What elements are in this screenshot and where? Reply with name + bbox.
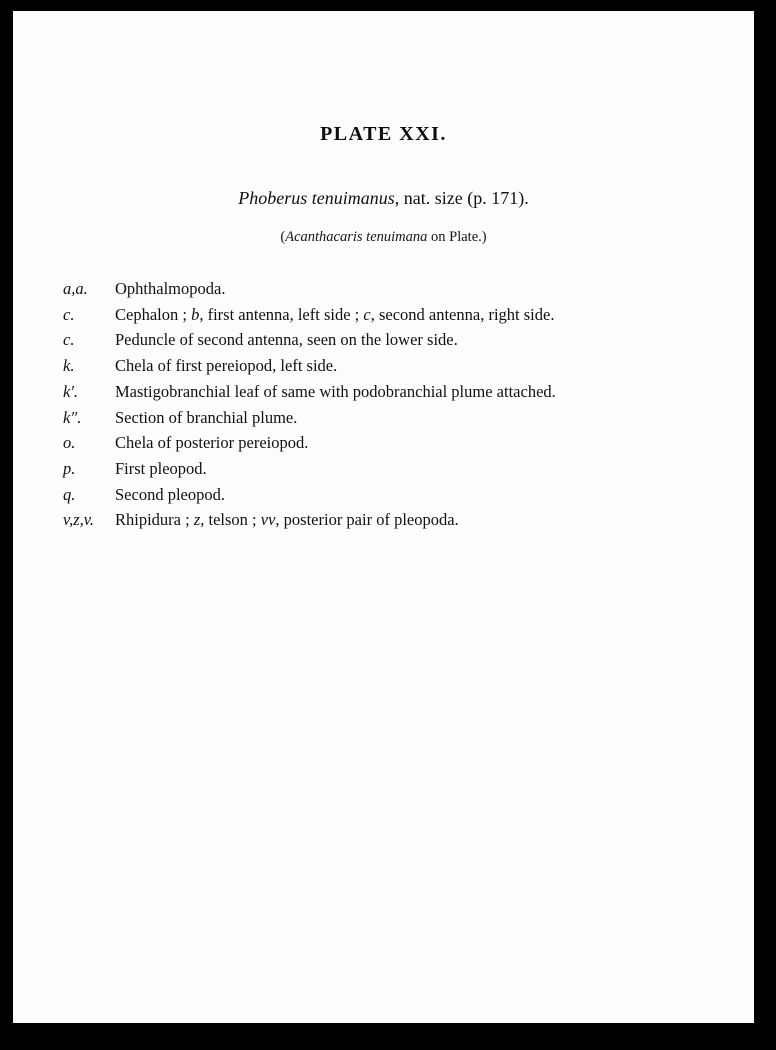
- description-segment: , posterior pair of pleopoda.: [275, 510, 459, 530]
- entry-description: [115, 276, 724, 302]
- species-subtitle: [13, 188, 754, 209]
- entry-description: [115, 482, 724, 508]
- list-item: [63, 379, 724, 405]
- entry-label: c.: [63, 304, 75, 324]
- entry-description: [115, 430, 724, 456]
- note-species-name: Acanthacaris tenuimana: [285, 229, 428, 245]
- entry-label: q.: [63, 484, 76, 504]
- entry-description: [115, 302, 724, 328]
- list-item: [63, 405, 724, 431]
- list-item: [63, 456, 724, 482]
- entry-description: [115, 327, 724, 353]
- description-segment: , first antenna, left side ;: [199, 304, 364, 324]
- species-subtitle-rest: , nat. size (p. 171).: [394, 188, 529, 208]
- description-italic-segment: z: [193, 510, 201, 530]
- entry-label: a,a.: [63, 279, 88, 298]
- species-name: Phoberus tenuimanus: [238, 188, 395, 208]
- list-item: [63, 327, 724, 353]
- description-segment: Cephalon ;: [115, 304, 192, 324]
- entry-label: v,z,v.: [63, 510, 94, 530]
- description-italic-segment: vv: [260, 510, 276, 530]
- entry-description: [115, 353, 724, 379]
- description-segment: First pleopod.: [115, 458, 207, 478]
- description-segment: Mastigobranchial leaf of same with podobranchial plume attached.: [115, 381, 556, 401]
- description-segment: Peduncle of second antenna, seen on the lower side.: [115, 330, 458, 350]
- figure-list: [63, 276, 724, 533]
- note-prefix: (: [280, 229, 286, 245]
- entry-label: p.: [63, 458, 76, 478]
- entry-label: c.: [63, 330, 75, 350]
- list-item: [63, 430, 724, 456]
- entry-description: [115, 456, 724, 482]
- description-segment: Second pleopod.: [115, 484, 225, 504]
- entry-label: k.: [63, 356, 75, 376]
- description-segment: Section of branchial plume.: [115, 407, 298, 427]
- entry-label: o.: [63, 433, 76, 453]
- description-segment: Chela of first pereiopod, left side.: [115, 356, 338, 376]
- description-italic-segment: b: [191, 304, 200, 324]
- list-item: [63, 482, 724, 508]
- entry-description: [115, 405, 724, 431]
- document-page: [13, 11, 754, 1023]
- plate-title: PLATE XXI.: [320, 123, 447, 145]
- list-item: [63, 302, 724, 328]
- page-content: [13, 11, 754, 533]
- description-segment: Ophthalmopoda.: [115, 279, 226, 298]
- entry-label: k″.: [63, 407, 82, 427]
- description-segment: Rhipidura ;: [115, 510, 194, 530]
- list-item: [63, 353, 724, 379]
- description-italic-segment: c: [363, 304, 371, 324]
- list-item: [63, 507, 724, 533]
- list-item: [63, 276, 724, 302]
- entry-label: k′.: [63, 381, 79, 401]
- description-segment: Chela of posterior pereiopod.: [115, 433, 309, 453]
- entry-description: [115, 507, 724, 533]
- description-segment: , telson ;: [200, 510, 261, 530]
- description-segment: , second antenna, right side.: [370, 304, 555, 324]
- plate-note: [13, 229, 754, 246]
- entry-description: [115, 379, 724, 405]
- note-suffix: on Plate.): [427, 229, 487, 245]
